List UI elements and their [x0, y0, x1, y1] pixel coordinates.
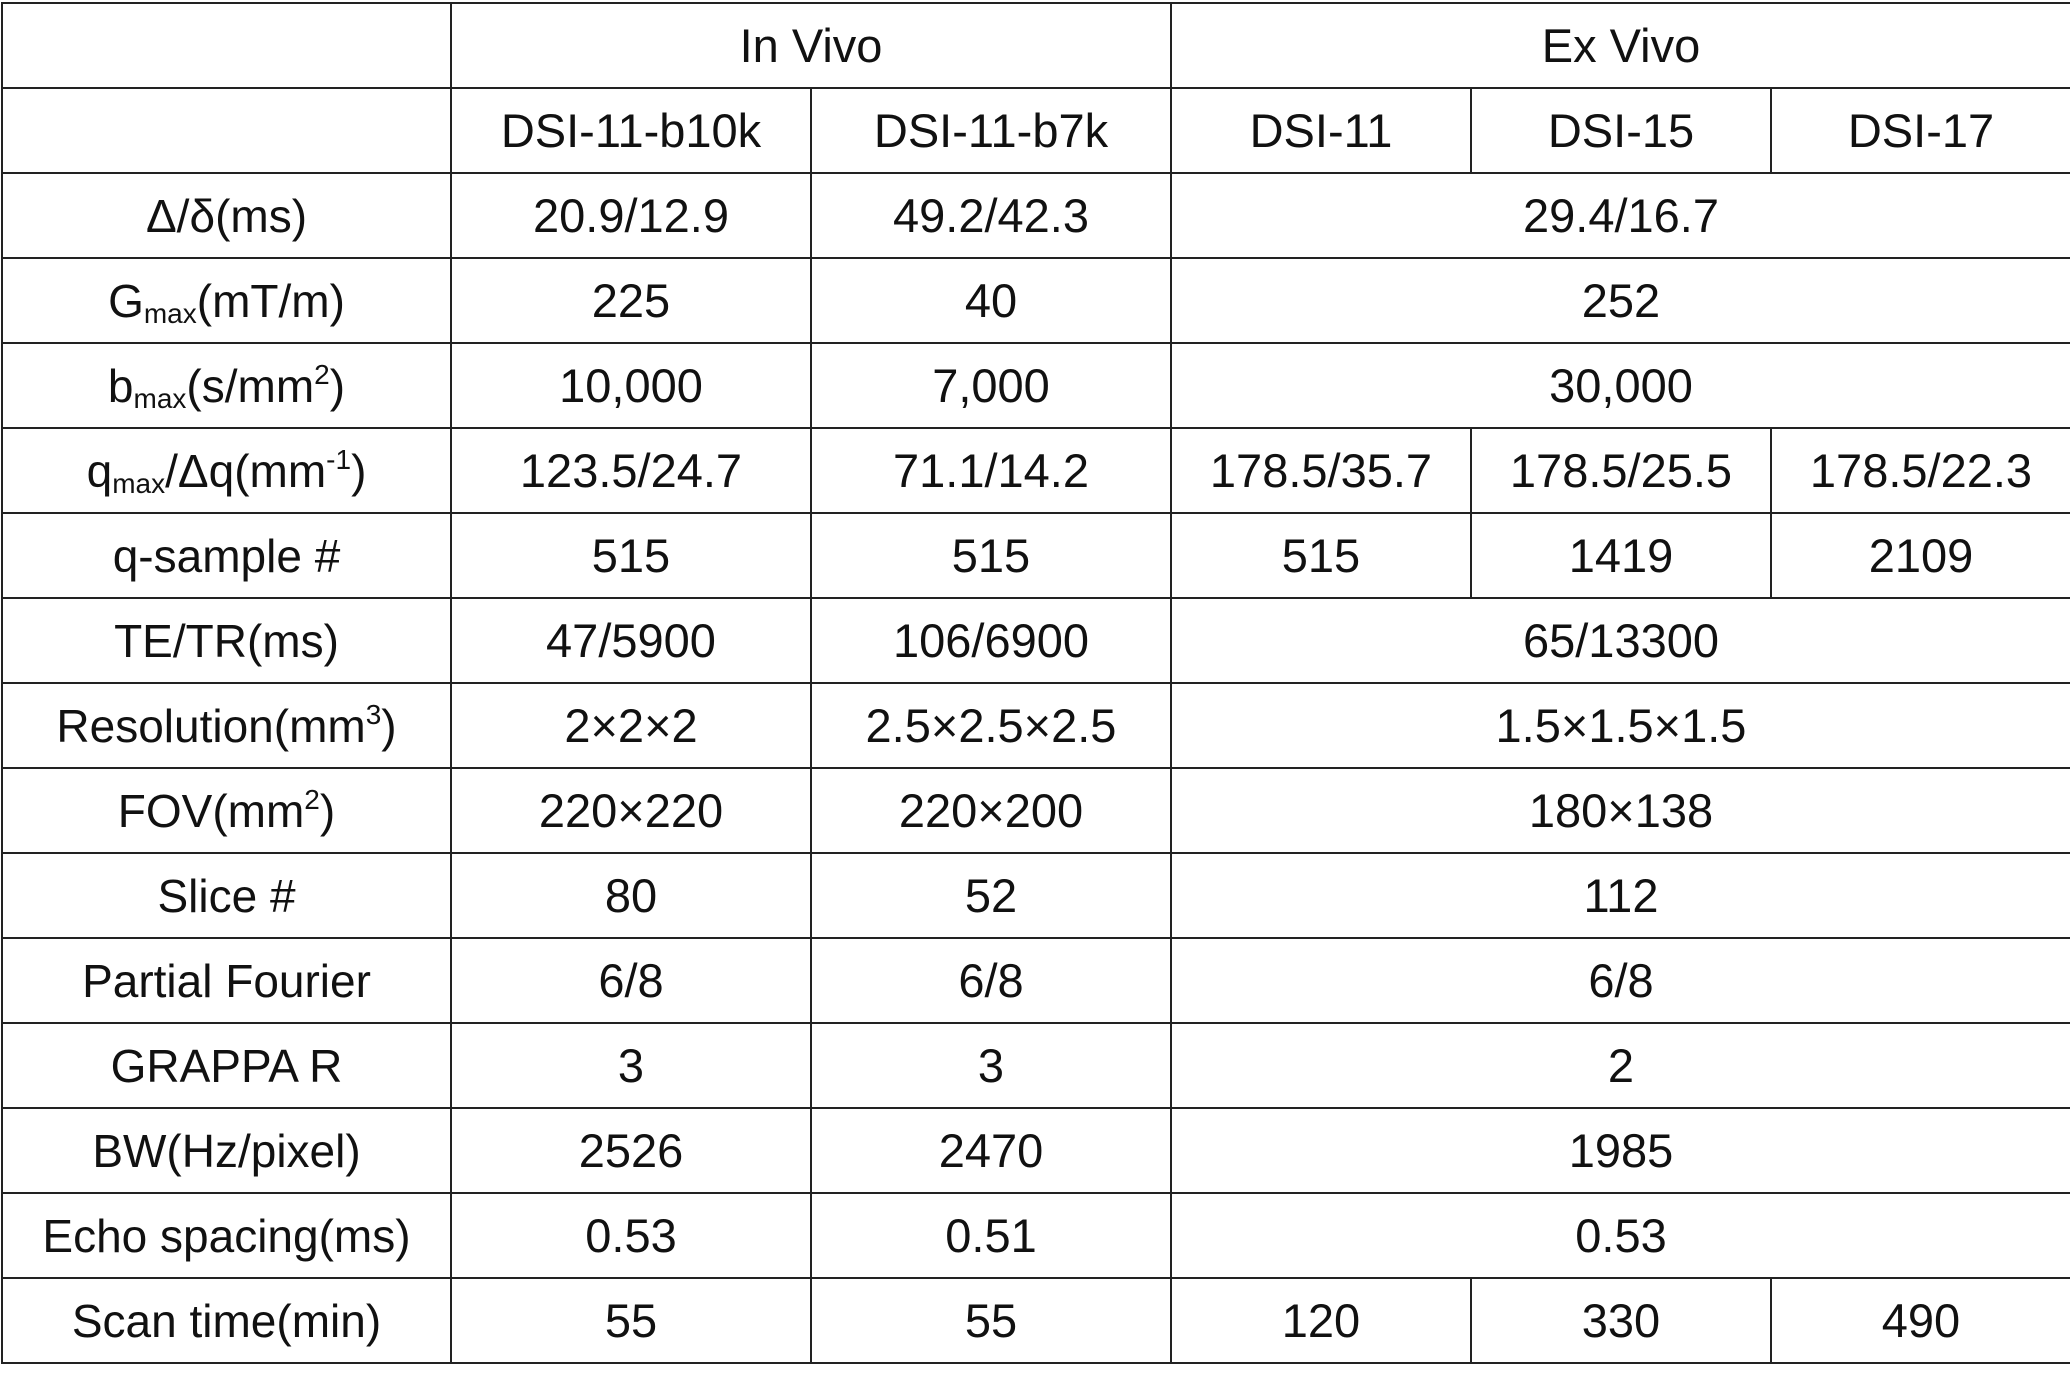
- label-part: ): [329, 359, 346, 412]
- table-row: [2, 343, 2070, 428]
- table-row: [2, 1108, 2070, 1193]
- label-superscript: 2: [314, 358, 330, 390]
- cell-value: 40: [811, 258, 1171, 343]
- cell-value: 330: [1471, 1278, 1771, 1363]
- header-dsi-15: DSI-15: [1471, 88, 1771, 173]
- cell-value: 106/6900: [811, 598, 1171, 683]
- header-dsi-11-b10k: DSI-11-b10k: [451, 88, 811, 173]
- cell-value: 225: [451, 258, 811, 343]
- label-part: ): [351, 444, 367, 497]
- cell-value: 2470: [811, 1108, 1171, 1193]
- label-superscript: 2: [304, 783, 320, 815]
- cell-value: 0.53: [451, 1193, 811, 1278]
- cell-value: 49.2/42.3: [811, 173, 1171, 258]
- cell-value: 30,000: [1171, 343, 2070, 428]
- row-label-slice: Slice #: [2, 853, 451, 938]
- label-part: ): [381, 699, 397, 752]
- label-part: q: [86, 444, 113, 497]
- table-row: [2, 173, 2070, 258]
- cell-value: 220×200: [811, 768, 1171, 853]
- cell-value: 6/8: [451, 938, 811, 1023]
- cell-value: 178.5/35.7: [1171, 428, 1471, 513]
- cell-value: 123.5/24.7: [451, 428, 811, 513]
- cell-value: 71.1/14.2: [811, 428, 1171, 513]
- table-row: [2, 428, 2070, 513]
- cell-value: 178.5/22.3: [1771, 428, 2070, 513]
- row-label-qmax: [2, 428, 451, 513]
- label-superscript: 3: [365, 698, 382, 730]
- row-label-gmax: [2, 258, 451, 343]
- row-label-bw: BW(Hz/pixel): [2, 1108, 451, 1193]
- cell-value: 2526: [451, 1108, 811, 1193]
- cell-value: 7,000: [811, 343, 1171, 428]
- label-part: Resolution(mm: [56, 699, 366, 752]
- header-dsi-17: DSI-17: [1771, 88, 2070, 173]
- row-label-grappa: GRAPPA R: [2, 1023, 451, 1108]
- table-row: [2, 768, 2070, 853]
- cell-value: 252: [1171, 258, 2070, 343]
- cell-value: 120: [1171, 1278, 1471, 1363]
- cell-value: 515: [811, 513, 1171, 598]
- cell-value: 20.9/12.9: [451, 173, 811, 258]
- cell-value: 55: [451, 1278, 811, 1363]
- cell-value: 29.4/16.7: [1171, 173, 2070, 258]
- table-row: [2, 513, 2070, 598]
- label-part: (mT/m): [196, 274, 345, 327]
- row-label-tetr: TE/TR(ms): [2, 598, 451, 683]
- cell-value: 180×138: [1171, 768, 2070, 853]
- cell-value: 1.5×1.5×1.5: [1171, 683, 2070, 768]
- cell-value: 2×2×2: [451, 683, 811, 768]
- label-part: G: [108, 274, 144, 327]
- cell-value: 6/8: [1171, 938, 2070, 1023]
- row-label-partial-fourier: Partial Fourier: [2, 938, 451, 1023]
- row-label-resolution: [2, 683, 451, 768]
- header-corner-cell: [2, 3, 451, 88]
- cell-value: 47/5900: [451, 598, 811, 683]
- row-label-fov: [2, 768, 451, 853]
- header-dsi-11: DSI-11: [1171, 88, 1471, 173]
- row-label-echo-spacing: Echo spacing(ms): [2, 1193, 451, 1278]
- table-row: [2, 598, 2070, 683]
- cell-value: 112: [1171, 853, 2070, 938]
- cell-value: 220×220: [451, 768, 811, 853]
- table-row: [2, 1278, 2070, 1363]
- table-row: [2, 853, 2070, 938]
- table-header-protocol-row: [2, 88, 2070, 173]
- cell-value: 6/8: [811, 938, 1171, 1023]
- acquisition-parameters-table: [1, 2, 2070, 1364]
- row-label-qsample: q-sample #: [2, 513, 451, 598]
- cell-value: 490: [1771, 1278, 2070, 1363]
- cell-value: 2109: [1771, 513, 2070, 598]
- table-header-group-row: [2, 3, 2070, 88]
- cell-value: 0.51: [811, 1193, 1171, 1278]
- cell-value: 10,000: [451, 343, 811, 428]
- cell-value: 80: [451, 853, 811, 938]
- label-part: (s/mm: [186, 359, 315, 412]
- cell-value: 1419: [1471, 513, 1771, 598]
- cell-value: 178.5/25.5: [1471, 428, 1771, 513]
- cell-value: 2: [1171, 1023, 2070, 1108]
- header-in-vivo: In Vivo: [451, 3, 1171, 88]
- table-row: [2, 1193, 2070, 1278]
- label-subscript: max: [112, 467, 166, 499]
- cell-value: 515: [451, 513, 811, 598]
- header-dsi-11-b7k: DSI-11-b7k: [811, 88, 1171, 173]
- row-label-bmax: [2, 343, 451, 428]
- label-part: ): [319, 784, 336, 837]
- cell-value: 3: [451, 1023, 811, 1108]
- cell-value: 55: [811, 1278, 1171, 1363]
- cell-value: 1985: [1171, 1108, 2070, 1193]
- label-subscript: max: [143, 297, 197, 329]
- table-row: [2, 258, 2070, 343]
- header-empty-cell: [2, 88, 451, 173]
- label-subscript: max: [133, 382, 187, 414]
- label-superscript: -1: [326, 443, 352, 475]
- label-part: /Δq(mm: [165, 444, 327, 497]
- header-ex-vivo: Ex Vivo: [1171, 3, 2070, 88]
- row-label-scan-time: Scan time(min): [2, 1278, 451, 1363]
- row-label-delta: Δ/δ(ms): [2, 173, 451, 258]
- table-row: [2, 938, 2070, 1023]
- label-part: b: [107, 359, 134, 412]
- cell-value: 52: [811, 853, 1171, 938]
- table-row: [2, 1023, 2070, 1108]
- cell-value: 3: [811, 1023, 1171, 1108]
- cell-value: 515: [1171, 513, 1471, 598]
- table-row: [2, 683, 2070, 768]
- cell-value: 65/13300: [1171, 598, 2070, 683]
- label-part: FOV(mm: [117, 784, 305, 837]
- cell-value: 2.5×2.5×2.5: [811, 683, 1171, 768]
- cell-value: 0.53: [1171, 1193, 2070, 1278]
